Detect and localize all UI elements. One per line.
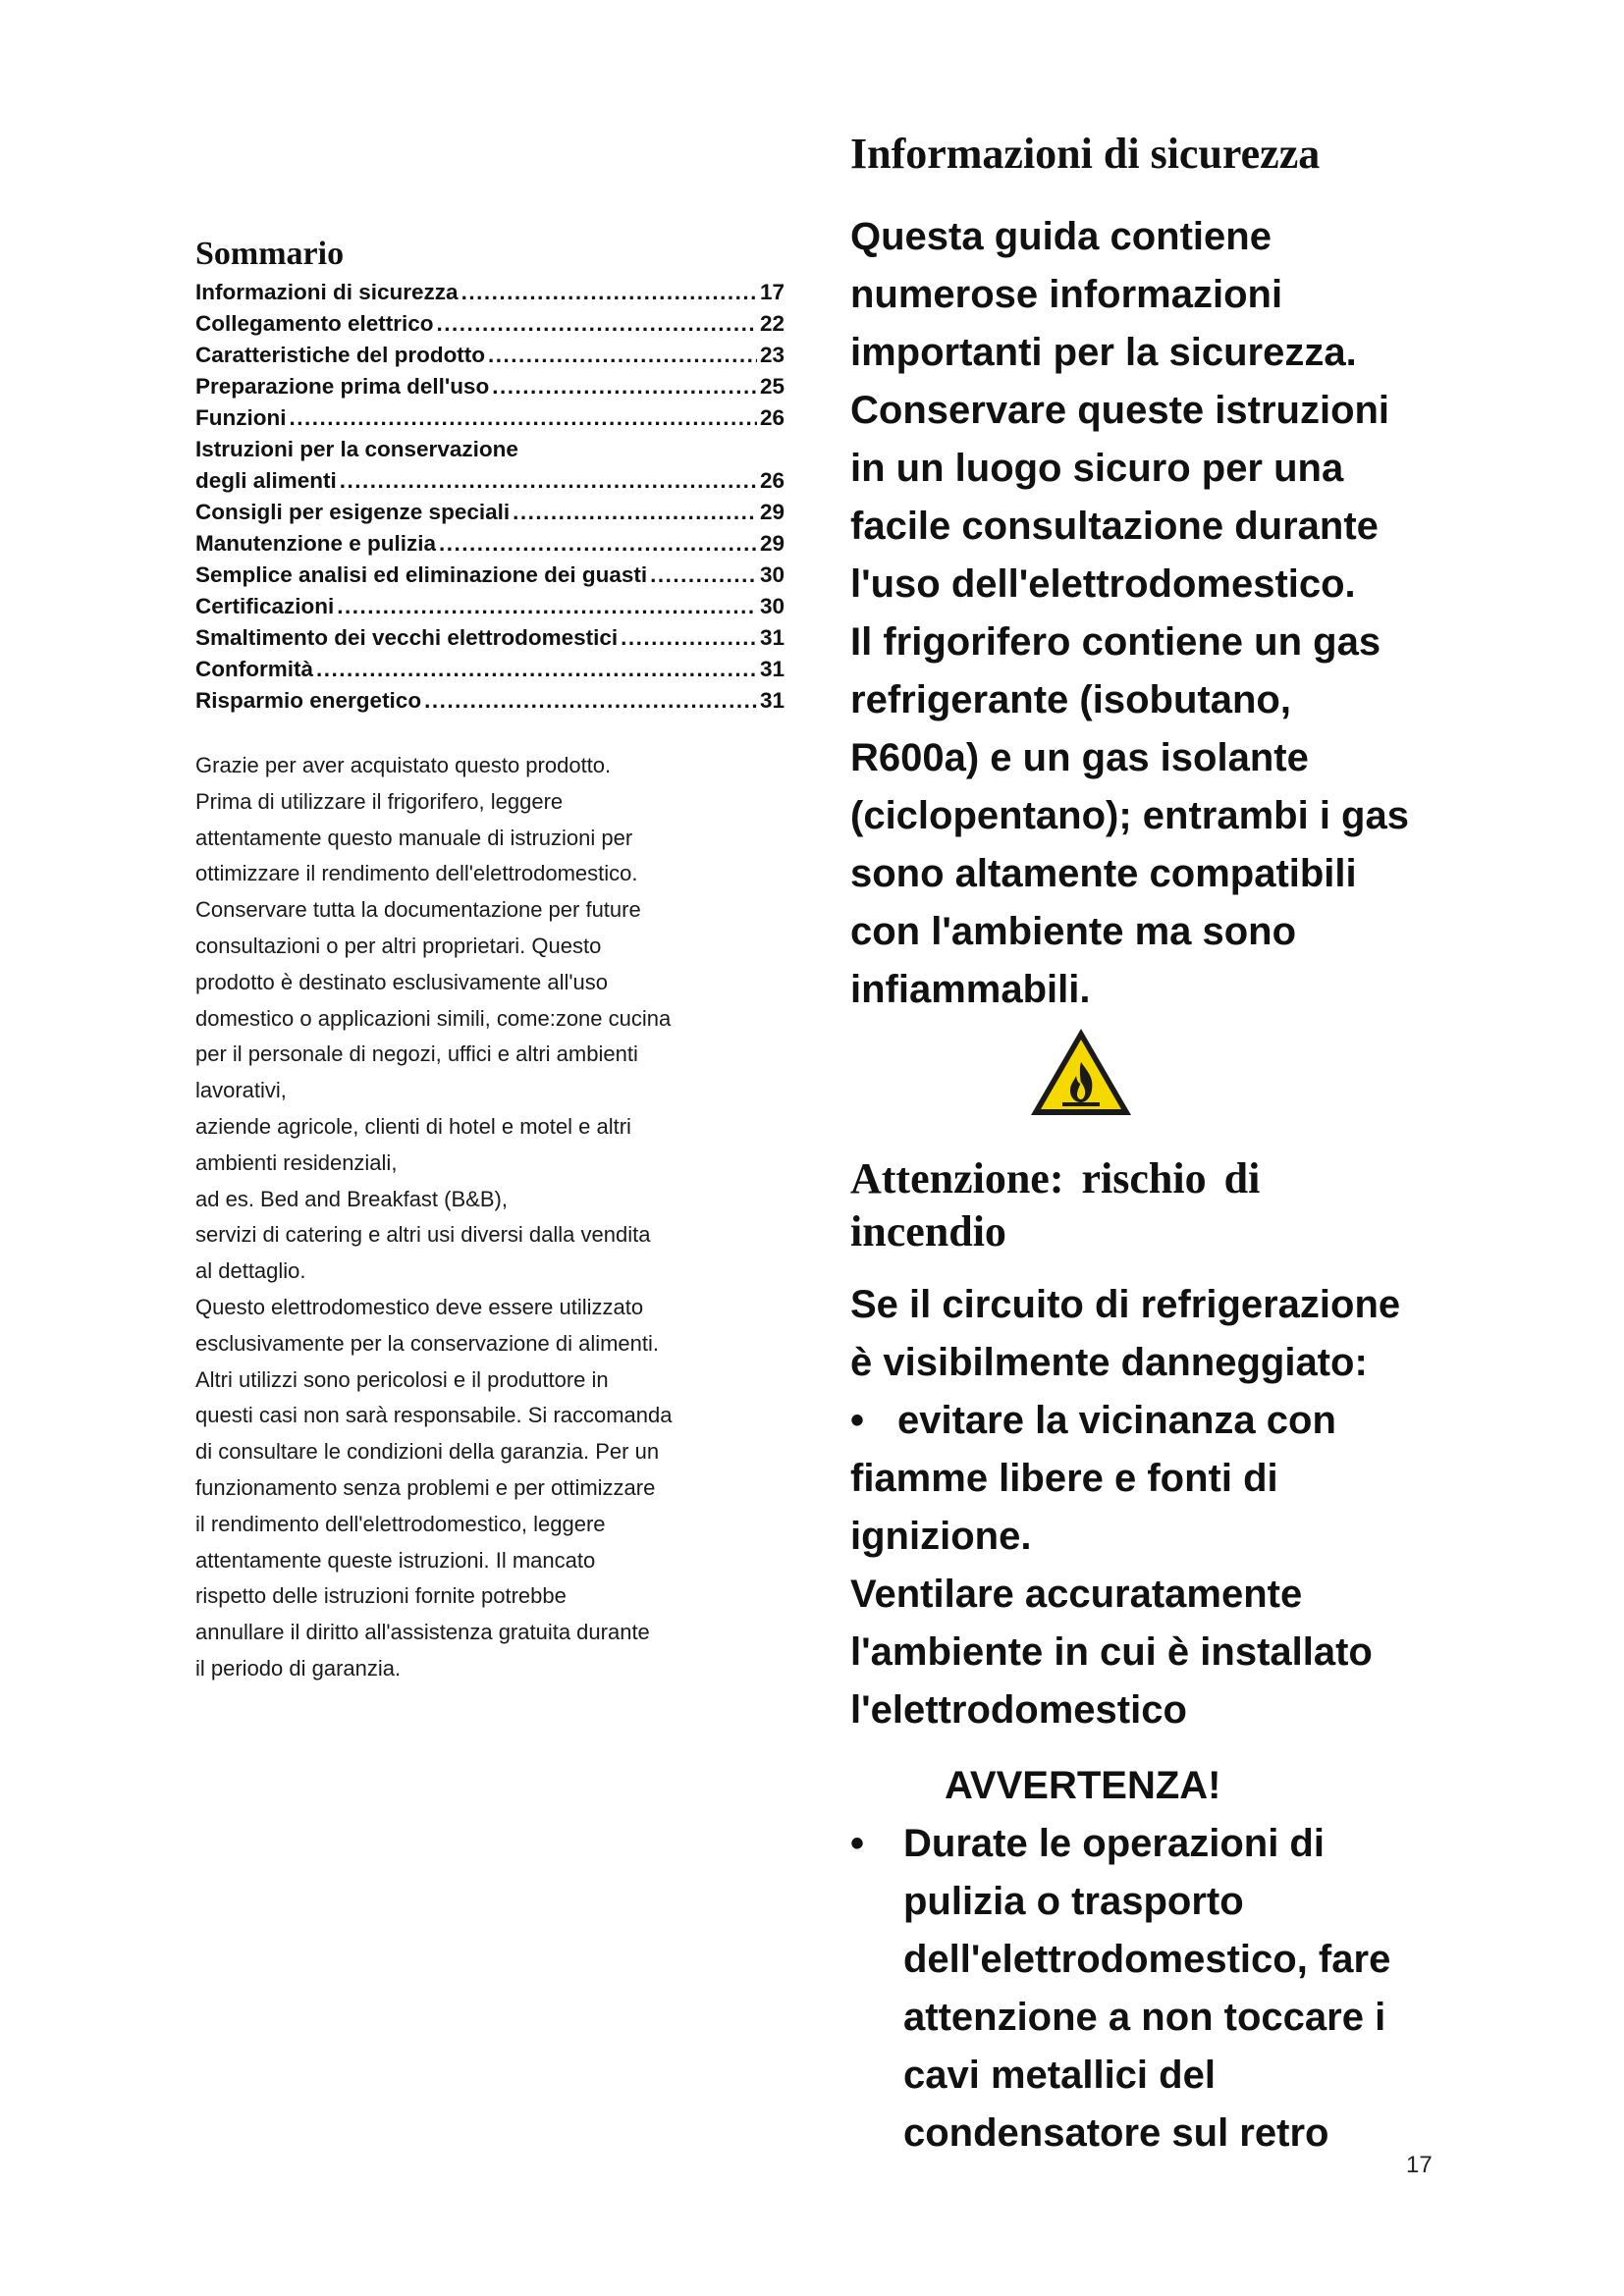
toc-entry xyxy=(195,622,785,654)
intro-line: Prima di utilizzare il frigorifero, leggere xyxy=(195,788,564,814)
attention-line: è visibilmente danneggiato: xyxy=(850,1341,1368,1384)
toc-entry xyxy=(195,465,785,497)
safety-line: Il frigorifero contiene un gas xyxy=(850,620,1381,664)
safety-line: sono altamente compatibili xyxy=(850,852,1357,895)
toc-leader xyxy=(337,591,757,622)
attention-title xyxy=(850,1152,1459,1258)
toc-entry-page: 31 xyxy=(759,625,785,650)
bullet-icon: • xyxy=(850,1822,865,1865)
toc-entry-page: 29 xyxy=(759,531,785,556)
intro-line: esclusivamente per la conservazione di alimenti. xyxy=(195,1330,660,1356)
toc-entry-label: Caratteristiche del prodotto xyxy=(195,343,486,367)
toc-entry-label: Funzioni xyxy=(195,405,287,430)
attention-text xyxy=(850,1276,1459,1739)
toc-title: Sommario xyxy=(195,236,345,272)
intro-line: consultazioni o per altri proprietari. Questo xyxy=(195,933,602,958)
intro-paragraph xyxy=(195,748,785,1687)
intro-line: attentamente queste istruzioni. Il mancato xyxy=(195,1547,596,1573)
warning-line: cavi metallici del xyxy=(903,2054,1216,2097)
toc-entry-label: Consigli per esigenze speciali xyxy=(195,500,511,524)
toc-entry xyxy=(195,402,785,434)
intro-line: lavorativi, xyxy=(195,1078,287,1103)
intro-line: Conservare tutta la documentazione per future xyxy=(195,897,641,923)
toc-entry-page: 31 xyxy=(759,657,785,681)
toc-entry-page: 25 xyxy=(759,374,785,399)
toc-entry xyxy=(195,560,785,591)
toc-leader xyxy=(461,277,757,308)
toc-leader xyxy=(650,560,757,591)
toc-leader xyxy=(492,371,757,402)
flammable-warning-icon-svg xyxy=(1027,1025,1135,1119)
attention-line: ignizione. xyxy=(850,1515,1032,1558)
attention-title-word: Attenzione: xyxy=(850,1154,1064,1202)
attention-title-line2: incendio xyxy=(850,1207,1006,1255)
toc-entry xyxy=(195,340,785,371)
attention-line: Ventilare accuratamente xyxy=(850,1573,1303,1616)
toc-entry-label: Collegamento elettrico xyxy=(195,311,434,336)
toc-entry-page: 17 xyxy=(759,280,785,304)
safety-line: l'uso dell'elettrodomestico. xyxy=(850,562,1356,606)
bullet-icon: • xyxy=(850,1399,865,1442)
warning-line: dell'elettrodomestico, fare xyxy=(903,1938,1391,1981)
toc-entry-label: Semplice analisi ed eliminazione dei guasti xyxy=(195,562,648,587)
intro-line: il rendimento dell'elettrodomestico, leggere xyxy=(195,1511,606,1536)
intro-line: Grazie per aver acquistato questo prodotto. xyxy=(195,753,612,777)
flammable-warning-icon xyxy=(850,1025,1312,1133)
toc-entry-label: Smaltimento dei vecchi elettrodomestici xyxy=(195,625,619,650)
intro-line: di consultare le condizioni della garanzia. Per un xyxy=(195,1439,660,1465)
attention-line: Se il circuito di refrigerazione xyxy=(850,1283,1401,1326)
attention-title-word: di xyxy=(1223,1154,1261,1202)
toc-leader xyxy=(437,308,757,340)
toc-entry-page: 30 xyxy=(759,562,785,587)
safety-title: Informazioni di sicurezza xyxy=(850,130,1321,178)
attention-line: fiamme libere e fonti di xyxy=(850,1457,1278,1500)
warning-line: attenzione a non toccare i xyxy=(903,1996,1386,2039)
right-column xyxy=(850,128,1459,2163)
intro-line: domestico o applicazioni simili, come:zone cucina xyxy=(195,1005,672,1031)
intro-line: aziende agricole, clienti di hotel e motel e altri xyxy=(195,1113,631,1139)
toc-entry-page: 23 xyxy=(759,343,785,367)
toc-leader xyxy=(340,465,757,497)
toc-leader xyxy=(513,497,757,528)
toc-entry-label: Informazioni di sicurezza xyxy=(195,280,459,304)
intro-line: Altri utilizzi sono pericolosi e il produttore in xyxy=(195,1366,609,1392)
toc-entry xyxy=(195,591,785,622)
safety-line: Conservare queste istruzioni xyxy=(850,389,1390,432)
toc-entry-label: Preparazione prima dell'uso xyxy=(195,374,490,399)
toc-list xyxy=(195,277,785,717)
toc-entry xyxy=(195,497,785,528)
safety-line: in un luogo sicuro per una xyxy=(850,447,1344,490)
toc-entry xyxy=(195,371,785,402)
safety-line: infiammabili. xyxy=(850,968,1091,1011)
safety-line: refrigerante (isobutano, xyxy=(850,678,1291,721)
intro-line: il periodo di garanzia. xyxy=(195,1655,402,1681)
warning-block xyxy=(850,1757,1459,2163)
intro-line: attentamente questo manuale di istruzioni per xyxy=(195,825,633,850)
toc-leader xyxy=(424,685,757,717)
toc-entry-label: degli alimenti xyxy=(195,468,337,493)
intro-line: ambienti residenziali, xyxy=(195,1149,398,1175)
toc-entry xyxy=(195,654,785,685)
attention-line: l'ambiente in cui è installato xyxy=(850,1630,1373,1674)
page-number: 17 xyxy=(1406,2152,1433,2178)
intro-line: servizi di catering e altri usi diversi dalla vendita xyxy=(195,1222,651,1248)
intro-line: annullare il diritto all'assistenza gratuita durante xyxy=(195,1620,650,1645)
intro-line: rispetto delle istruzioni fornite potrebbe xyxy=(195,1583,567,1609)
toc-entry-page: 31 xyxy=(759,688,785,713)
toc-entry-label: Manutenzione e pulizia xyxy=(195,531,437,556)
toc-entry-page: 29 xyxy=(759,500,785,524)
toc-leader xyxy=(289,402,756,434)
intro-line: ad es. Bed and Breakfast (B&B), xyxy=(195,1186,508,1211)
toc-entry-label: Conformità xyxy=(195,657,313,681)
toc-leader xyxy=(488,340,757,371)
warning-bullet-item xyxy=(850,1815,1459,1873)
safety-line: numerose informazioni xyxy=(850,273,1283,316)
toc-entry-label: Istruzioni per la conservazione xyxy=(195,437,518,461)
safety-line: importanti per la sicurezza. xyxy=(850,331,1357,374)
warning-line: pulizia o trasporto xyxy=(903,1880,1244,1923)
intro-line: prodotto è destinato esclusivamente all'uso xyxy=(195,969,609,994)
toc-entry xyxy=(195,308,785,340)
toc-entry-label: Risparmio energetico xyxy=(195,688,422,713)
intro-line: per il personale di negozi, uffici e altri ambienti xyxy=(195,1041,638,1067)
safety-line: (ciclopentano); entrambi i gas xyxy=(850,794,1409,837)
attention-title-word: rischio xyxy=(1081,1154,1207,1202)
attention-bullet-text: evitare la vicinanza con xyxy=(897,1399,1336,1442)
safety-line: con l'ambiente ma sono xyxy=(850,910,1297,953)
toc-entry-page: 26 xyxy=(759,405,785,430)
warning-line: condensatore sul retro xyxy=(903,2111,1329,2155)
toc-entry xyxy=(195,685,785,717)
safety-line: Questa guida contiene xyxy=(850,215,1272,258)
intro-line: Questo elettrodomestico deve essere utilizzato xyxy=(195,1294,644,1319)
intro-line: ottimizzare il rendimento dell'elettrodomestico. xyxy=(195,861,638,886)
toc-entry-label: Certificazioni xyxy=(195,594,335,618)
safety-text xyxy=(850,208,1459,1019)
toc-entry xyxy=(195,277,785,308)
toc-entry xyxy=(195,528,785,560)
intro-line: al dettaglio. xyxy=(195,1258,306,1284)
toc-entry xyxy=(195,434,785,465)
attention-bullet-item xyxy=(850,1392,1459,1450)
intro-line: funzionamento senza problemi e per ottimizzare xyxy=(195,1474,656,1500)
toc-leader xyxy=(439,528,757,560)
toc-leader xyxy=(621,622,757,654)
attention-line: l'elettrodomestico xyxy=(850,1688,1187,1732)
toc-leader xyxy=(316,654,757,685)
toc-entry-page: 22 xyxy=(759,311,785,336)
warning-title: AVVERTENZA! xyxy=(945,1764,1221,1807)
safety-line: R600a) e un gas isolante xyxy=(850,736,1309,779)
left-column xyxy=(195,236,785,1687)
toc-entry-page: 30 xyxy=(759,594,785,618)
safety-line: facile consultazione durante xyxy=(850,505,1379,548)
toc-entry-page: 26 xyxy=(759,468,785,493)
intro-line: questi casi non sarà responsabile. Si raccomanda xyxy=(195,1403,673,1428)
warning-first-line: Durate le operazioni di xyxy=(903,1822,1325,1865)
